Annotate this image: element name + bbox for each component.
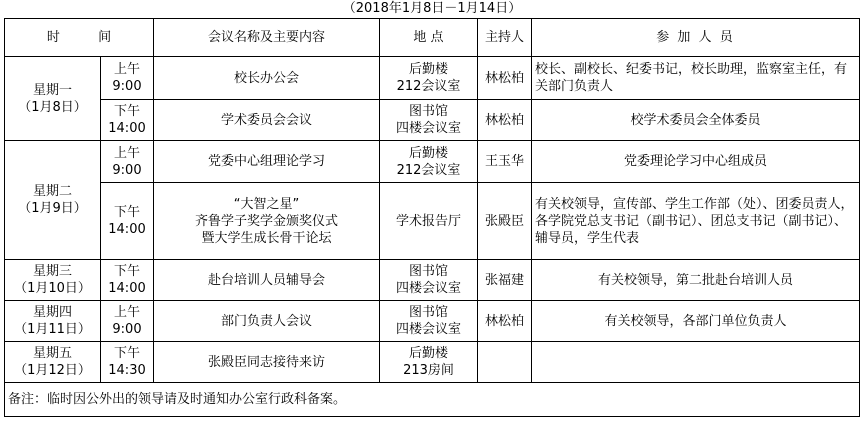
table-row [5, 141, 860, 183]
meeting-line: 齐鲁学子奖学金颁奖仪式 [194, 213, 338, 229]
day-cell [5, 260, 101, 301]
host-cell: 林松柏 [478, 57, 532, 100]
day-label: 星期三 [32, 264, 72, 279]
meeting-line: 暨大学生成长骨干论坛 [201, 230, 332, 246]
period-label: 上午 [113, 305, 140, 320]
day-label: 星期四 [32, 305, 72, 320]
time-label: 9:00 [112, 79, 142, 94]
location-line: 后勤楼 [408, 145, 448, 161]
period-label: 下午 [113, 205, 140, 220]
location-line: 212会议室 [396, 79, 461, 94]
meeting-cell [154, 342, 380, 383]
time-label: 9:00 [112, 322, 142, 337]
period-label: 下午 [113, 104, 140, 119]
meeting-line: 校长办公会 [233, 70, 299, 86]
meeting-line: 张殿臣同志接待来访 [207, 354, 325, 370]
location-line: 四楼会议室 [395, 322, 461, 337]
meeting-cell [154, 183, 380, 260]
location-line: 四楼会议室 [395, 281, 461, 296]
header-time-char-1: 时 [46, 30, 60, 45]
time-cell [101, 342, 154, 383]
day-label: 星期二 [32, 184, 72, 199]
participants-cell: 有关校领导，第二批赴台培训人员 [532, 260, 860, 301]
period-label: 下午 [113, 346, 140, 361]
header-location: 地 点 [380, 19, 478, 57]
table-row [5, 100, 860, 141]
header-time-char-2: 间 [98, 30, 112, 45]
table-row [5, 183, 860, 260]
time-cell [101, 141, 154, 183]
participants-cell: 有关校领导，各部门单位负责人 [532, 301, 860, 342]
time-label: 14:00 [108, 121, 146, 136]
location-cell [380, 141, 478, 183]
time-cell [101, 183, 154, 260]
location-line: 学术报告厅 [395, 213, 461, 229]
day-date: （1月12日） [14, 363, 91, 378]
participants-cell: 校学术委员会全体委员 [532, 100, 860, 141]
day-cell [5, 57, 101, 141]
participants-cell [532, 342, 860, 383]
table-row [5, 260, 860, 301]
meeting-cell [154, 100, 380, 141]
period-label: 上午 [113, 62, 140, 77]
footnote: 备注：临时因公外出的领导请及时通知办公室行政科备案。 [5, 383, 860, 417]
period-label: 上午 [113, 145, 140, 161]
location-line: 212会议室 [396, 162, 461, 178]
time-cell [101, 260, 154, 301]
day-label: 星期五 [32, 346, 72, 361]
day-date: （1月9日） [18, 201, 87, 216]
header-row [5, 19, 860, 57]
time-label: 14:00 [108, 222, 146, 237]
date-range: （2018年1月8日－1月14日） [342, 1, 522, 16]
table-row [5, 342, 860, 383]
period-label: 下午 [113, 264, 140, 279]
location-cell [380, 100, 478, 141]
host-cell: 张福建 [478, 260, 532, 301]
meeting-line: 学术委员会会议 [220, 112, 312, 128]
time-label: 14:30 [108, 363, 146, 378]
meeting-cell [154, 141, 380, 183]
meeting-schedule-table [4, 18, 860, 417]
host-cell: 张殿臣 [478, 183, 532, 260]
note-row [5, 383, 860, 417]
day-date: （1月10日） [14, 281, 91, 296]
host-cell: 林松柏 [478, 100, 532, 141]
location-line: 图书馆 [408, 104, 448, 119]
location-cell [380, 57, 478, 100]
location-line: 213房间 [403, 363, 454, 378]
header-meeting: 会议名称及主要内容 [154, 19, 380, 57]
meeting-cell [154, 260, 380, 301]
location-line: 图书馆 [408, 264, 448, 279]
time-cell [101, 301, 154, 342]
time-cell [101, 57, 154, 100]
location-cell [380, 342, 478, 383]
time-label: 9:00 [112, 162, 142, 178]
location-cell [380, 183, 478, 260]
meeting-line: 赴台培训人员辅导会 [207, 272, 325, 288]
participants-cell: 有关校领导，宣传部、学生工作部（处）、团委员责人，各学院党总支书记（副书记）、团总支书记（副书记）、辅导员，学生代表 [532, 183, 860, 260]
time-cell [101, 100, 154, 141]
location-line: 后勤楼 [408, 62, 448, 77]
participants-cell: 党委理论学习中心组成员 [532, 141, 860, 183]
meeting-line: 部门负责人会议 [220, 313, 312, 329]
header-host: 主持人 [478, 19, 532, 57]
day-cell [5, 141, 101, 260]
meeting-cell [154, 301, 380, 342]
location-cell [380, 260, 478, 301]
table-row [5, 301, 860, 342]
day-cell [5, 342, 101, 383]
meeting-cell [154, 57, 380, 100]
header-time [5, 19, 154, 57]
day-label: 星期一 [32, 82, 72, 98]
table-row [5, 57, 860, 100]
day-cell [5, 301, 101, 342]
meeting-line: 党委中心组理论学习 [207, 154, 325, 169]
host-cell [478, 342, 532, 383]
location-line: 图书馆 [408, 305, 448, 320]
meeting-line: “大智之星” [233, 196, 300, 212]
participants-cell: 校长、副校长、纪委书记，校长助理，监察室主任，有关部门负责人 [532, 57, 860, 100]
header-participants: 参 加 人 员 [532, 19, 860, 57]
time-label: 14:00 [108, 281, 146, 296]
day-date: （1月8日） [18, 99, 87, 115]
host-cell: 林松柏 [478, 301, 532, 342]
location-cell [380, 301, 478, 342]
location-line: 四楼会议室 [395, 121, 461, 136]
day-date: （1月11日） [14, 322, 91, 337]
host-cell: 王玉华 [478, 141, 532, 183]
location-line: 后勤楼 [408, 346, 448, 361]
